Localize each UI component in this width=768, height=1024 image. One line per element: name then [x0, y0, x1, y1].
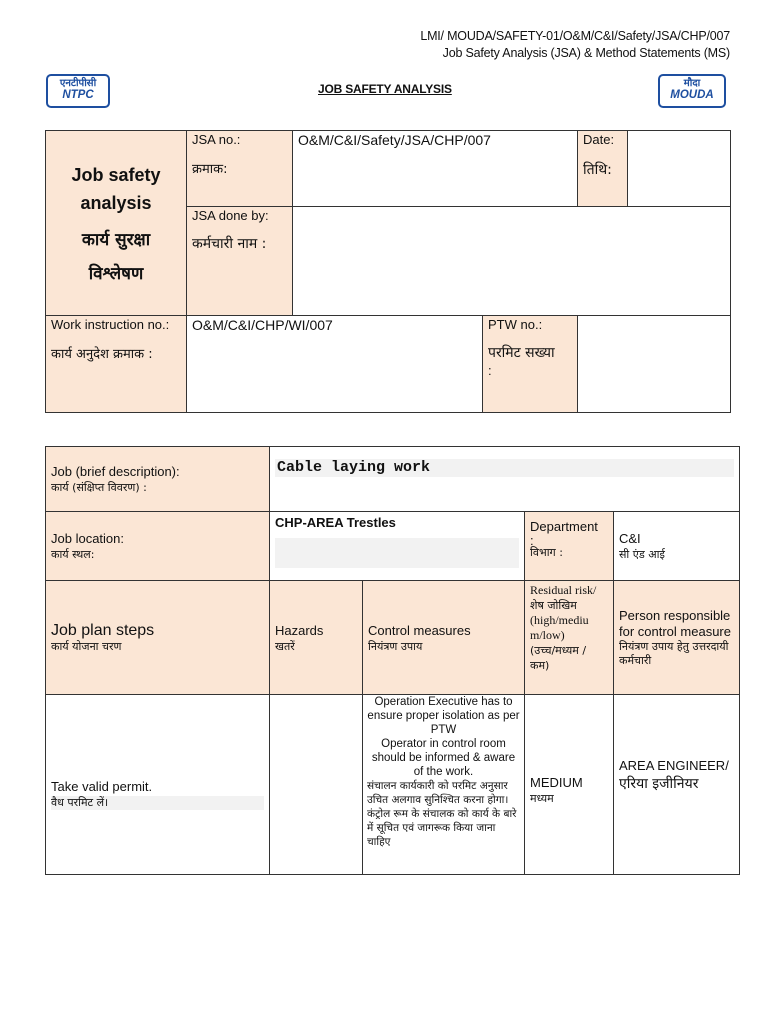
col-header-person-responsible: Person responsible for control measure नियंत्रण उपाय हेतु उत्तरदायी कर्मचारी: [614, 581, 740, 695]
col-header-hazards: Hazards खतरें: [270, 581, 363, 695]
job-analysis-table: [45, 446, 740, 875]
work-instruction-value: O&M/C&I/CHP/WI/007 PTW no.: परमिट सख्या :: [187, 316, 578, 413]
date-label: Date: तिथि:: [578, 131, 628, 207]
location-blank-field: [275, 538, 519, 568]
document-reference: [420, 28, 730, 62]
job-location-label: Job location: कार्य स्थल:: [46, 512, 270, 581]
hazards-cell: [270, 695, 363, 875]
page-title: JOB SAFETY ANALYSIS: [318, 82, 452, 96]
residual-risk-cell: MEDIUM मध्यम: [525, 695, 614, 875]
control-measures-cell: Operation Executive has to ensure proper isolation as per PTW Operator in control room should be informed & aware of the work. संचालन कार्यकारी को परमिट अनुसार उचित अलगाव सुनिश्चित करना होगा। कंट्रोल रूम के संचालक को कार्य के बारे में सूचित एवं जागरूक किया जाना चाहिए: [363, 695, 525, 875]
department-value: C&I सी एंड आई: [614, 512, 740, 581]
doc-ref-title: Job Safety Analysis (JSA) & Method Statements (MS): [442, 46, 730, 60]
jsa-heading: Job safety analysis कार्य सुरक्षा विश्लेषण: [46, 131, 187, 316]
jsa-no-value: O&M/C&I/Safety/JSA/CHP/007: [293, 131, 578, 207]
ptw-no-value[interactable]: [578, 316, 731, 413]
work-instruction-label: Work instruction no.: कार्य अनुदेश क्रमाक :: [46, 316, 187, 413]
department-label: Department : विभाग :: [525, 512, 614, 581]
job-description-label: Job (brief description): कार्य (संक्षिप्त विवरण) :: [46, 447, 270, 512]
col-header-control-measures: Control measures नियंत्रण उपाय: [363, 581, 525, 695]
job-location-value: CHP-AREA Trestles: [270, 512, 525, 581]
person-responsible-cell: AREA ENGINEER/ एरिया इजीनियर: [614, 695, 740, 875]
jsa-done-by-value[interactable]: [293, 207, 731, 316]
jsa-done-by-label: JSA done by: कर्मचारी नाम :: [187, 207, 293, 316]
ntpc-logo: एनटीपीसी NTPC: [46, 74, 110, 108]
step-take-valid-permit: Take valid permit. वैध परमिट लें।: [46, 695, 270, 875]
doc-ref-code: LMI/ MOUDA/SAFETY-01/O&M/C&I/Safety/JSA/CHP/007: [420, 29, 730, 43]
date-value[interactable]: [628, 131, 731, 207]
mouda-logo: मौदा MOUDA: [658, 74, 726, 108]
jsa-header-table: [45, 130, 731, 413]
col-header-residual-risk: Residual risk/ शेष जोखिम (high/mediu m/low) (उच्च/मध्यम / कम): [525, 581, 614, 695]
jsa-no-label: JSA no.: क्रमाक:: [187, 131, 293, 207]
ptw-label: PTW no.: परमिट सख्या :: [483, 316, 577, 412]
job-description-value: Cable laying work: [270, 447, 740, 512]
col-header-job-plan-steps: Job plan steps कार्य योजना चरण: [46, 581, 270, 695]
